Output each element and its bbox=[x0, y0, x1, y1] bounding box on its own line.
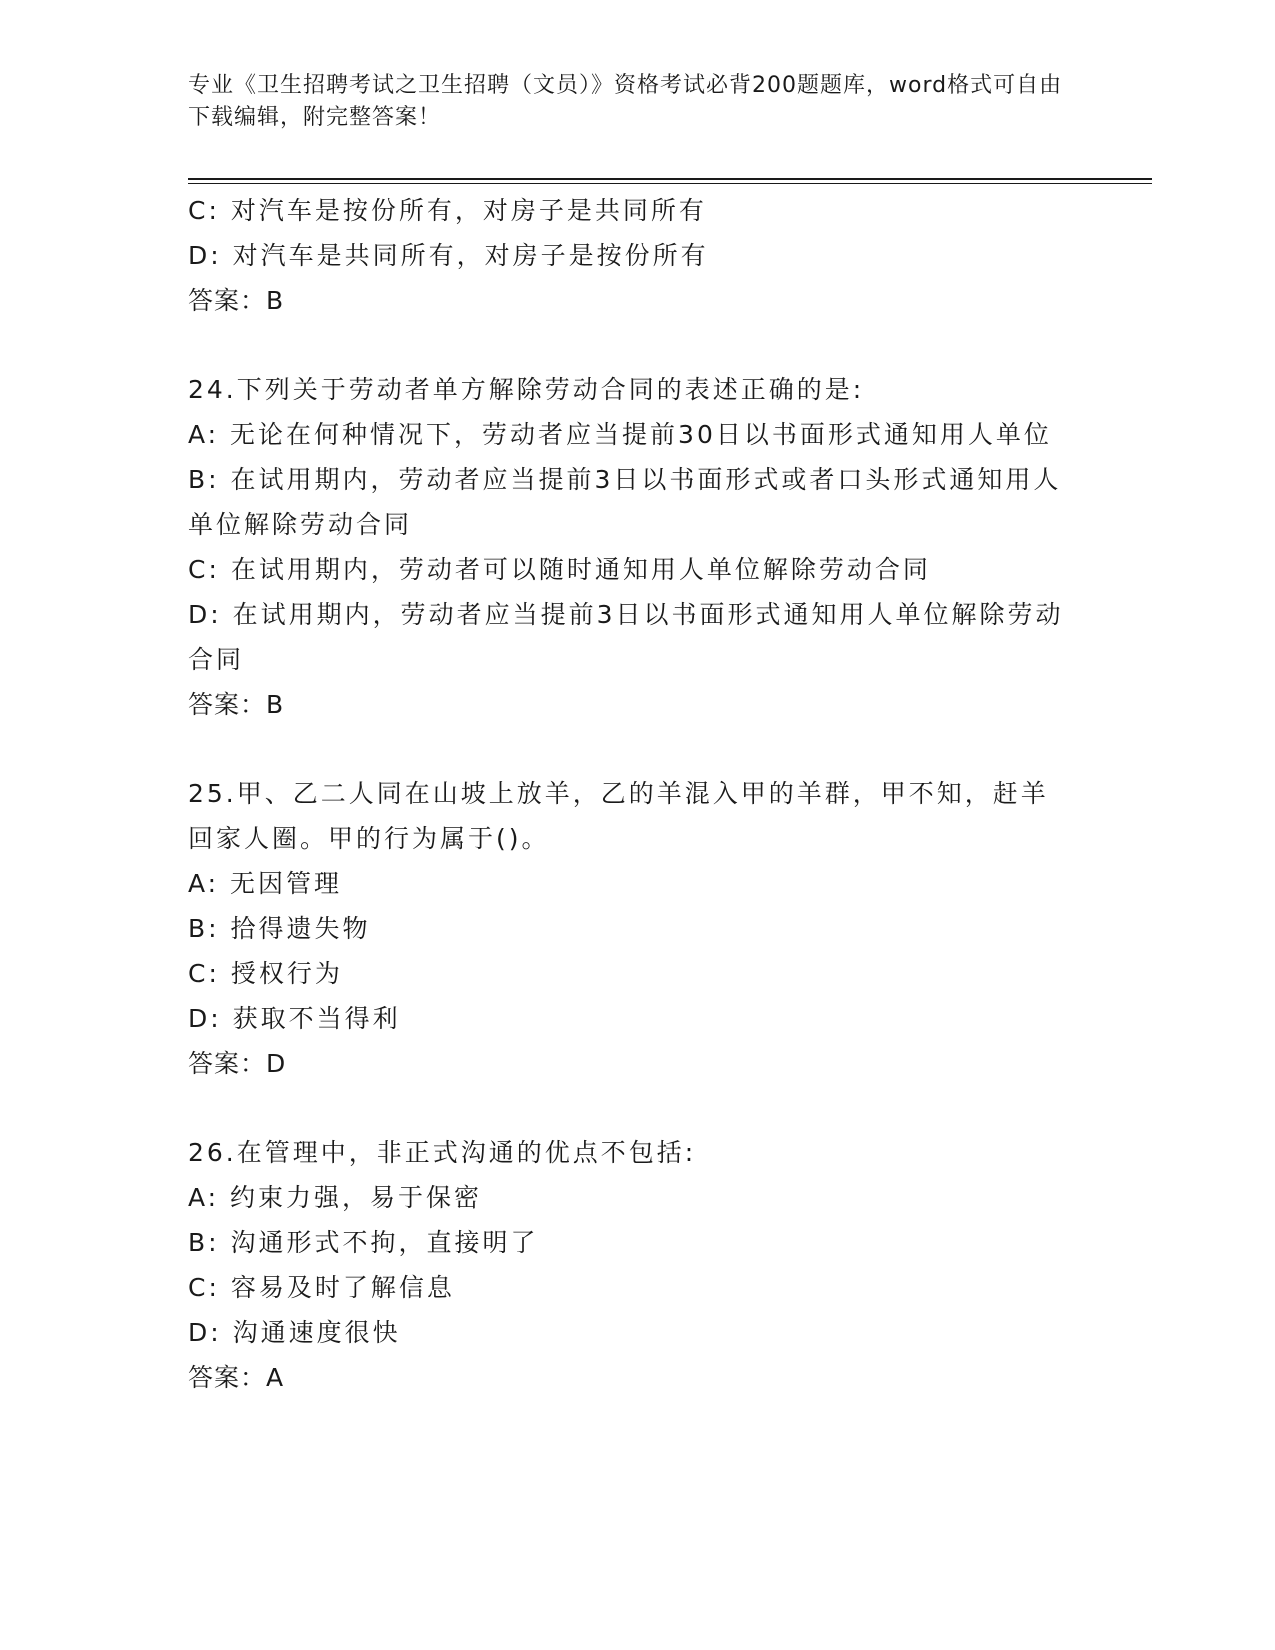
header-divider-thin bbox=[188, 183, 1152, 184]
option-b: B: 沟通形式不拘，直接明了 bbox=[188, 1228, 539, 1257]
option-c: C: 授权行为 bbox=[188, 959, 343, 988]
question-block bbox=[188, 771, 1068, 1086]
option-c: C: 容易及时了解信息 bbox=[188, 1273, 455, 1302]
question-stem: 26.在管理中，非正式沟通的优点不包括: bbox=[188, 1138, 697, 1167]
answer-line: 答案：B bbox=[188, 286, 285, 315]
answer-line: 答案：D bbox=[188, 1049, 287, 1078]
question-stem: 25.甲、乙二人同在山坡上放羊，乙的羊混入甲的羊群，甲不知，赶羊回家人圈。甲的行为属于()。 bbox=[188, 779, 1049, 853]
question-block bbox=[188, 1130, 1068, 1400]
option-d: D: 对汽车是共同所有，对房子是按份所有 bbox=[188, 241, 709, 270]
question-stem: 24.下列关于劳动者单方解除劳动合同的表述正确的是: bbox=[188, 375, 865, 404]
prev-question-block bbox=[188, 188, 1068, 323]
option-c: C: 对汽车是按份所有，对房子是共同所有 bbox=[188, 196, 707, 225]
option-a: A: 约束力强，易于保密 bbox=[188, 1183, 483, 1212]
option-d: D: 在试用期内，劳动者应当提前3日以书面形式通知用人单位解除劳动合同 bbox=[188, 600, 1064, 674]
spacer bbox=[188, 1086, 1068, 1130]
option-a: A: 无论在何种情况下，劳动者应当提前30日以书面形式通知用人单位 bbox=[188, 420, 1052, 449]
question-content bbox=[188, 188, 1068, 1400]
option-b: B: 拾得遗失物 bbox=[188, 914, 371, 943]
answer-line: 答案：B bbox=[188, 690, 285, 719]
header-divider bbox=[188, 178, 1152, 180]
answer-line: 答案：A bbox=[188, 1363, 285, 1392]
option-d: D: 获取不当得利 bbox=[188, 1004, 401, 1033]
option-c: C: 在试用期内，劳动者可以随时通知用人单位解除劳动合同 bbox=[188, 555, 931, 584]
question-block bbox=[188, 367, 1068, 727]
option-b: B: 在试用期内，劳动者应当提前3日以书面形式或者口头形式通知用人单位解除劳动合同 bbox=[188, 465, 1062, 539]
option-a: A: 无因管理 bbox=[188, 869, 343, 898]
spacer bbox=[188, 323, 1068, 367]
spacer bbox=[188, 727, 1068, 771]
option-d: D: 沟通速度很快 bbox=[188, 1318, 401, 1347]
page-header: 专业《卫生招聘考试之卫生招聘（文员）》资格考试必背200题题库，word格式可自由下载编辑，附完整答案！ bbox=[188, 73, 1063, 130]
